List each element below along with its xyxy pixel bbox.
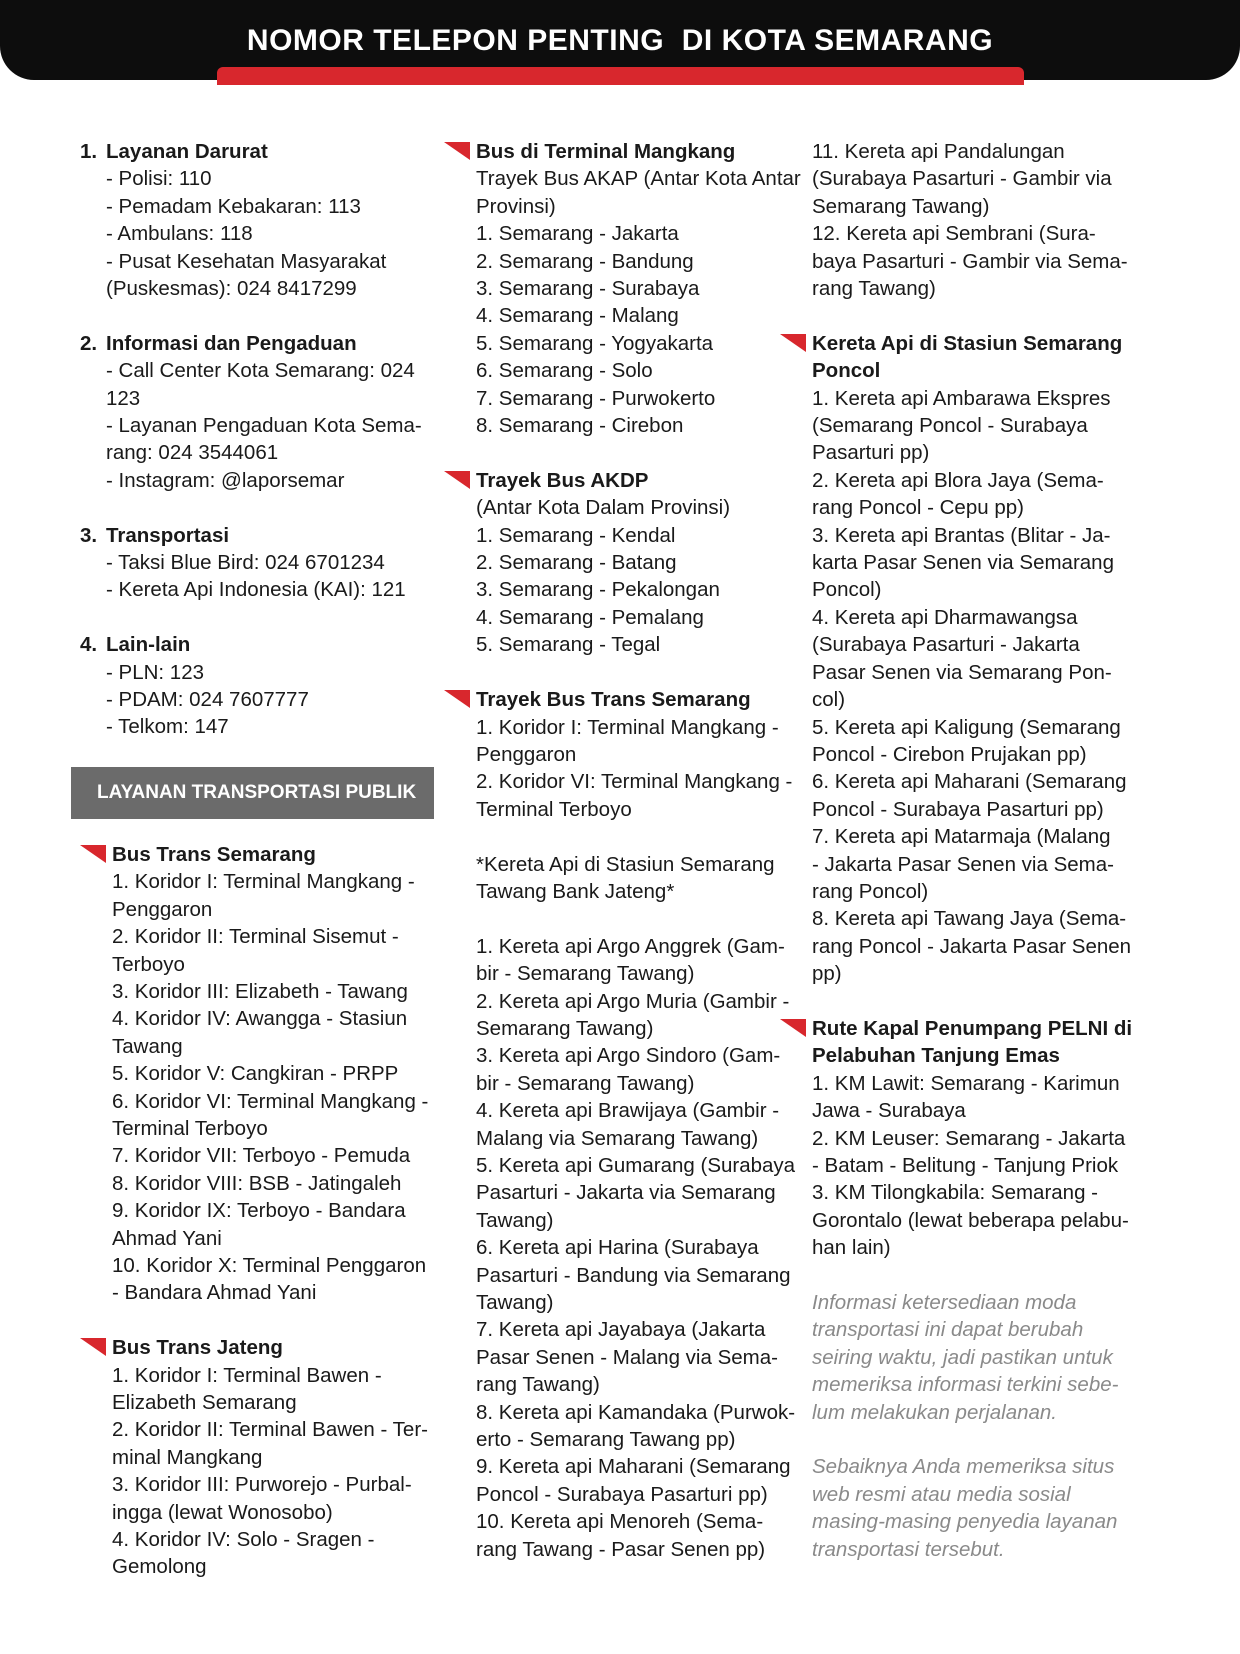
section-lines — [80, 165, 440, 302]
text-line: minal Mangkang — [112, 1445, 263, 1469]
text-line: Poncol - Cirebon Prujakan pp) — [812, 742, 1087, 766]
text-line: (Puskesmas): 024 8417299 — [106, 277, 357, 301]
text-line: karta Pasar Senen via Semarang — [812, 551, 1114, 575]
text-line: 6. Kereta api Maharani (Semarang — [812, 770, 1127, 794]
text-line: 2. Kereta api Argo Muria (Gambir - — [476, 989, 790, 1013]
text-line: 7. Semarang - Purwokerto — [476, 386, 716, 410]
text-line: (Semarang Poncol - Surabaya — [812, 414, 1088, 438]
text-line: 3. Koridor III: Elizabeth - Tawang — [112, 979, 408, 1003]
text-line: 1. Koridor I: Terminal Mangkang - — [476, 715, 779, 739]
text-line: 3. KM Tilongkabila: Semarang - — [812, 1181, 1098, 1205]
text-line: (Surabaya Pasarturi - Jakarta — [812, 633, 1080, 657]
text-line: - Telkom: 147 — [106, 715, 229, 739]
red-triangle-icon — [444, 471, 470, 489]
text-line: Ahmad Yani — [112, 1226, 222, 1250]
text-line: 5. Semarang - Tegal — [476, 633, 661, 657]
section-title: Transportasi — [106, 523, 230, 547]
text-line: 6. Kereta api Harina (Surabaya — [476, 1236, 759, 1260]
text-line: 4. Kereta api Dharmawangsa — [812, 605, 1078, 629]
text-line: 2. Kereta api Blora Jaya (Sema- — [812, 468, 1104, 492]
text-line: transportasi tersebut. — [812, 1537, 1005, 1561]
text-line: 5. Semarang - Yogyakarta — [476, 331, 714, 355]
text-line: bir - Semarang Tawang) — [476, 1071, 695, 1095]
text-line: 7. Kereta api Matarmaja (Malang — [812, 825, 1111, 849]
text-line: (Surabaya Pasarturi - Gambir via — [812, 167, 1112, 191]
text-line: rang: 024 3544061 — [106, 441, 279, 465]
text-line: rang Tawang - Pasar Senen pp) — [476, 1537, 766, 1561]
section-emergency — [80, 138, 440, 302]
section-title — [812, 1015, 1182, 1070]
section-information — [80, 330, 440, 494]
text-line: *Kereta Api di Stasiun Semarang — [476, 852, 775, 876]
tawang-train-list-continued — [812, 138, 1182, 302]
text-line: Pasarturi pp) — [812, 441, 930, 465]
text-line: - Instagram: @laporsemar — [106, 468, 345, 492]
text-line: Poncol - Surabaya Pasarturi pp) — [476, 1482, 768, 1506]
text-line: 4. Koridor IV: Solo - Sragen - — [112, 1528, 375, 1552]
text-line: Provinsi) — [476, 194, 556, 218]
section-title — [812, 330, 1182, 385]
section-others — [80, 631, 440, 741]
section-lines — [80, 659, 440, 741]
text-line: 1. Semarang - Kendal — [476, 523, 676, 547]
text-line: Tawang) — [476, 1208, 554, 1232]
text-line: 5. Koridor V: Cangkiran - PRPP — [112, 1062, 399, 1086]
text-line: Trayek Bus AKAP (Antar Kota Antar — [476, 167, 801, 191]
text-line: 2. Semarang - Bandung — [476, 249, 694, 273]
text-line: - Kereta Api Indonesia (KAI): 121 — [106, 578, 406, 602]
section-lines — [112, 868, 440, 1307]
text-line: 3. Kereta api Brantas (Blitar - Ja- — [812, 523, 1111, 547]
text-line: Tawang Bank Jateng* — [476, 879, 675, 903]
section-bus-trans-semarang — [80, 841, 440, 1307]
text-line: 8. Kereta api Kamandaka (Purwok- — [476, 1400, 796, 1424]
text-line: 1. Semarang - Jakarta — [476, 222, 679, 246]
section-number: 1. — [80, 140, 98, 163]
text-line: Pasarturi - Jakarta via Semarang — [476, 1181, 776, 1205]
red-triangle-icon — [444, 690, 470, 708]
section-title: Bus di Terminal Mangkang — [476, 140, 736, 163]
text-line: Tawang — [112, 1034, 183, 1058]
section-title: Layanan Darurat — [106, 140, 268, 163]
text-line: Pelabuhan Tanjung Emas — [812, 1044, 1060, 1068]
section-lines — [112, 1362, 440, 1581]
header-red-bar — [217, 67, 1024, 85]
text-line: 8. Kereta api Tawang Jaya (Sema- — [812, 907, 1127, 931]
text-line: 12. Kereta api Sembrani (Sura- — [812, 222, 1096, 246]
text-line: Poncol - Surabaya Pasarturi pp) — [812, 797, 1104, 821]
text-line: 9. Koridor IX: Terboyo - Bandara — [112, 1199, 406, 1223]
section-bus-akdp — [444, 467, 814, 659]
text-line: Penggaron — [476, 742, 577, 766]
section-title: Bus Trans Jateng — [112, 1336, 283, 1360]
text-line: pp) — [812, 962, 842, 986]
text-line: 2. Koridor II: Terminal Sisemut - — [112, 925, 399, 949]
tawang-heading — [444, 851, 814, 906]
text-line: Semarang Tawang) — [476, 1016, 654, 1040]
text-line: - Layanan Pengaduan Kota Sema- — [106, 414, 422, 438]
text-line: Rute Kapal Penumpang PELNI di — [812, 1016, 1133, 1040]
text-line: Gorontalo (lewat beberapa pelabu- — [812, 1208, 1129, 1232]
text-line: 1. Koridor I: Terminal Bawen - — [112, 1363, 382, 1387]
section-title: Informasi dan Pengaduan — [106, 331, 357, 355]
section-lines — [812, 1070, 1182, 1262]
text-line: 11. Kereta api Pandalungan — [812, 140, 1065, 163]
text-line: - Batam - Belitung - Tanjung Priok — [812, 1154, 1119, 1177]
section-lines — [476, 714, 814, 824]
text-line: 7. Koridor VII: Terboyo - Pemuda — [112, 1144, 411, 1168]
text-line: Poncol) — [812, 578, 882, 602]
text-line: col) — [812, 688, 846, 712]
red-triangle-icon — [444, 142, 470, 160]
text-line: - Call Center Kota Semarang: 024 123 — [106, 359, 415, 410]
text-line: 2. Semarang - Batang — [476, 551, 677, 575]
text-line: 5. Kereta api Gumarang (Surabaya — [476, 1153, 796, 1177]
text-line: Terminal Terboyo — [112, 1116, 268, 1140]
text-line: 1. Kereta api Argo Anggrek (Gam- — [476, 934, 785, 958]
text-line: rang Tawang) — [476, 1373, 600, 1397]
text-line: 8. Koridor VIII: BSB - Jatingaleh — [112, 1171, 402, 1195]
text-line: 10. Kereta api Menoreh (Sema- — [476, 1510, 764, 1534]
text-line: rang Poncol - Jakarta Pasar Senen — [812, 934, 1132, 958]
section-bus-trans-jateng — [80, 1334, 440, 1581]
text-line: Pasar Senen - Malang via Sema- — [476, 1345, 778, 1369]
text-line: Kereta Api di Stasiun Semarang — [812, 331, 1123, 355]
text-line: Terboyo — [112, 952, 185, 976]
text-line: memeriksa informasi terkini sebe- — [812, 1373, 1119, 1397]
section-bus-trans-semarang-route — [444, 686, 814, 823]
text-line: - Jakarta Pasar Senen via Sema- — [812, 852, 1114, 876]
text-line: 7. Kereta api Jayabaya (Jakarta — [476, 1318, 766, 1342]
red-triangle-icon — [780, 1019, 806, 1037]
text-line: masing-masing penyedia layanan — [812, 1510, 1118, 1534]
text-line: 1. Kereta api Ambarawa Ekspres — [812, 386, 1111, 410]
tawang-train-list — [444, 933, 814, 1563]
text-line: Sebaiknya Anda memeriksa situs — [812, 1455, 1115, 1479]
text-line: transportasi ini dapat berubah — [812, 1318, 1084, 1342]
text-line: 3. Koridor III: Purworejo - Purbal- — [112, 1473, 412, 1497]
text-line: Gemolong — [112, 1555, 207, 1579]
text-line: 4. Koridor IV: Awangga - Stasiun — [112, 1007, 408, 1031]
text-line: bir - Semarang Tawang) — [476, 962, 695, 986]
text-line: 3. Kereta api Argo Sindoro (Gam- — [476, 1044, 781, 1068]
public-transport-banner: LAYANAN TRANSPORTASI PUBLIK — [71, 767, 434, 819]
section-lines — [476, 494, 814, 658]
text-line: baya Pasarturi - Gambir via Sema- — [812, 249, 1128, 273]
text-line: Terminal Terboyo — [476, 797, 632, 821]
text-line: erto - Semarang Tawang pp) — [476, 1428, 736, 1452]
text-line: - PLN: 123 — [106, 660, 204, 684]
section-title: Lain-lain — [106, 633, 191, 657]
section-number: 3. — [80, 523, 98, 547]
text-line: rang Poncol) — [812, 879, 929, 903]
text-line: ingga (lewat Wonosobo) — [112, 1500, 333, 1524]
page-title: NOMOR TELEPON PENTING DI KOTA SEMARANG — [246, 24, 994, 57]
text-line: - Pusat Kesehatan Masyarakat — [106, 249, 387, 273]
page-header — [0, 0, 1240, 80]
red-triangle-icon — [80, 1338, 106, 1356]
section-title: Trayek Bus Trans Semarang — [476, 688, 751, 712]
text-line: Pasar Senen via Semarang Pon- — [812, 660, 1112, 684]
column-left — [80, 138, 440, 1608]
column-right — [812, 138, 1182, 1590]
advice-note — [812, 1453, 1182, 1563]
section-lines — [812, 385, 1182, 988]
text-line: 1. Koridor I: Terminal Mangkang - — [112, 870, 415, 894]
section-transport — [80, 522, 440, 604]
section-number: 4. — [80, 633, 98, 657]
section-pelni-ships — [780, 1015, 1182, 1262]
text-line: 6. Semarang - Solo — [476, 359, 653, 383]
section-lines — [476, 165, 814, 439]
text-line: 4. Semarang - Malang — [476, 304, 679, 328]
text-line: seiring waktu, jadi pastikan untuk — [812, 1345, 1113, 1369]
text-line: 1. KM Lawit: Semarang - Karimun — [812, 1071, 1120, 1095]
text-line: Semarang Tawang) — [812, 194, 990, 218]
section-number: 2. — [80, 331, 98, 355]
section-lines — [80, 357, 440, 494]
text-line: - Polisi: 110 — [106, 167, 212, 191]
text-line: rang Tawang) — [812, 277, 936, 301]
text-line: 10. Koridor X: Terminal Penggaron — [112, 1253, 427, 1277]
text-line: Jawa - Surabaya — [812, 1099, 966, 1123]
text-line: 6. Koridor VI: Terminal Mangkang - — [112, 1089, 429, 1113]
section-poncol-trains — [780, 330, 1182, 988]
text-line: 3. Semarang - Surabaya — [476, 277, 700, 301]
text-line: web resmi atau media sosial — [812, 1482, 1071, 1506]
text-line: lum melakukan perjalanan. — [812, 1400, 1057, 1424]
text-line: - Bandara Ahmad Yani — [112, 1281, 317, 1305]
text-line: (Antar Kota Dalam Provinsi) — [476, 496, 731, 520]
text-line: Pasarturi - Bandung via Semarang — [476, 1263, 791, 1287]
text-line: 3. Semarang - Pekalongan — [476, 578, 720, 602]
text-line: rang Poncol - Cepu pp) — [812, 496, 1024, 520]
text-line: 4. Kereta api Brawijaya (Gambir - — [476, 1099, 780, 1123]
text-line: Elizabeth Semarang — [112, 1391, 297, 1414]
disclaimer-note — [812, 1289, 1182, 1426]
text-line: han lain) — [812, 1236, 891, 1260]
text-line: - Pemadam Kebakaran: 113 — [106, 194, 361, 218]
red-triangle-icon — [780, 334, 806, 352]
section-lines — [80, 549, 440, 604]
text-line: Tawang) — [476, 1291, 554, 1314]
red-triangle-icon — [80, 845, 106, 863]
text-line: 2. Koridor II: Terminal Bawen - Ter- — [112, 1418, 428, 1442]
text-line: 5. Kereta api Kaligung (Semarang — [812, 715, 1121, 739]
text-line: Penggaron — [112, 897, 213, 921]
section-bus-terminal-mangkang — [444, 138, 814, 439]
text-line: 4. Semarang - Pemalang — [476, 605, 704, 629]
text-line: - PDAM: 024 7607777 — [106, 688, 309, 712]
text-line: Malang via Semarang Tawang) — [476, 1126, 759, 1150]
section-title: Trayek Bus AKDP — [476, 468, 649, 492]
text-line: - Ambulans: 118 — [106, 222, 253, 246]
column-middle — [444, 138, 814, 1590]
section-title: Bus Trans Semarang — [112, 842, 316, 866]
text-line: Poncol — [812, 359, 881, 383]
text-line: Informasi ketersediaan moda — [812, 1291, 1077, 1315]
text-line: - Taksi Blue Bird: 024 6701234 — [106, 551, 385, 575]
text-line: 9. Kereta api Maharani (Semarang — [476, 1455, 791, 1479]
text-line: 2. Koridor VI: Terminal Mangkang - — [476, 770, 793, 794]
text-line: 2. KM Leuser: Semarang - Jakarta — [812, 1126, 1126, 1150]
text-line: 8. Semarang - Cirebon — [476, 414, 684, 438]
